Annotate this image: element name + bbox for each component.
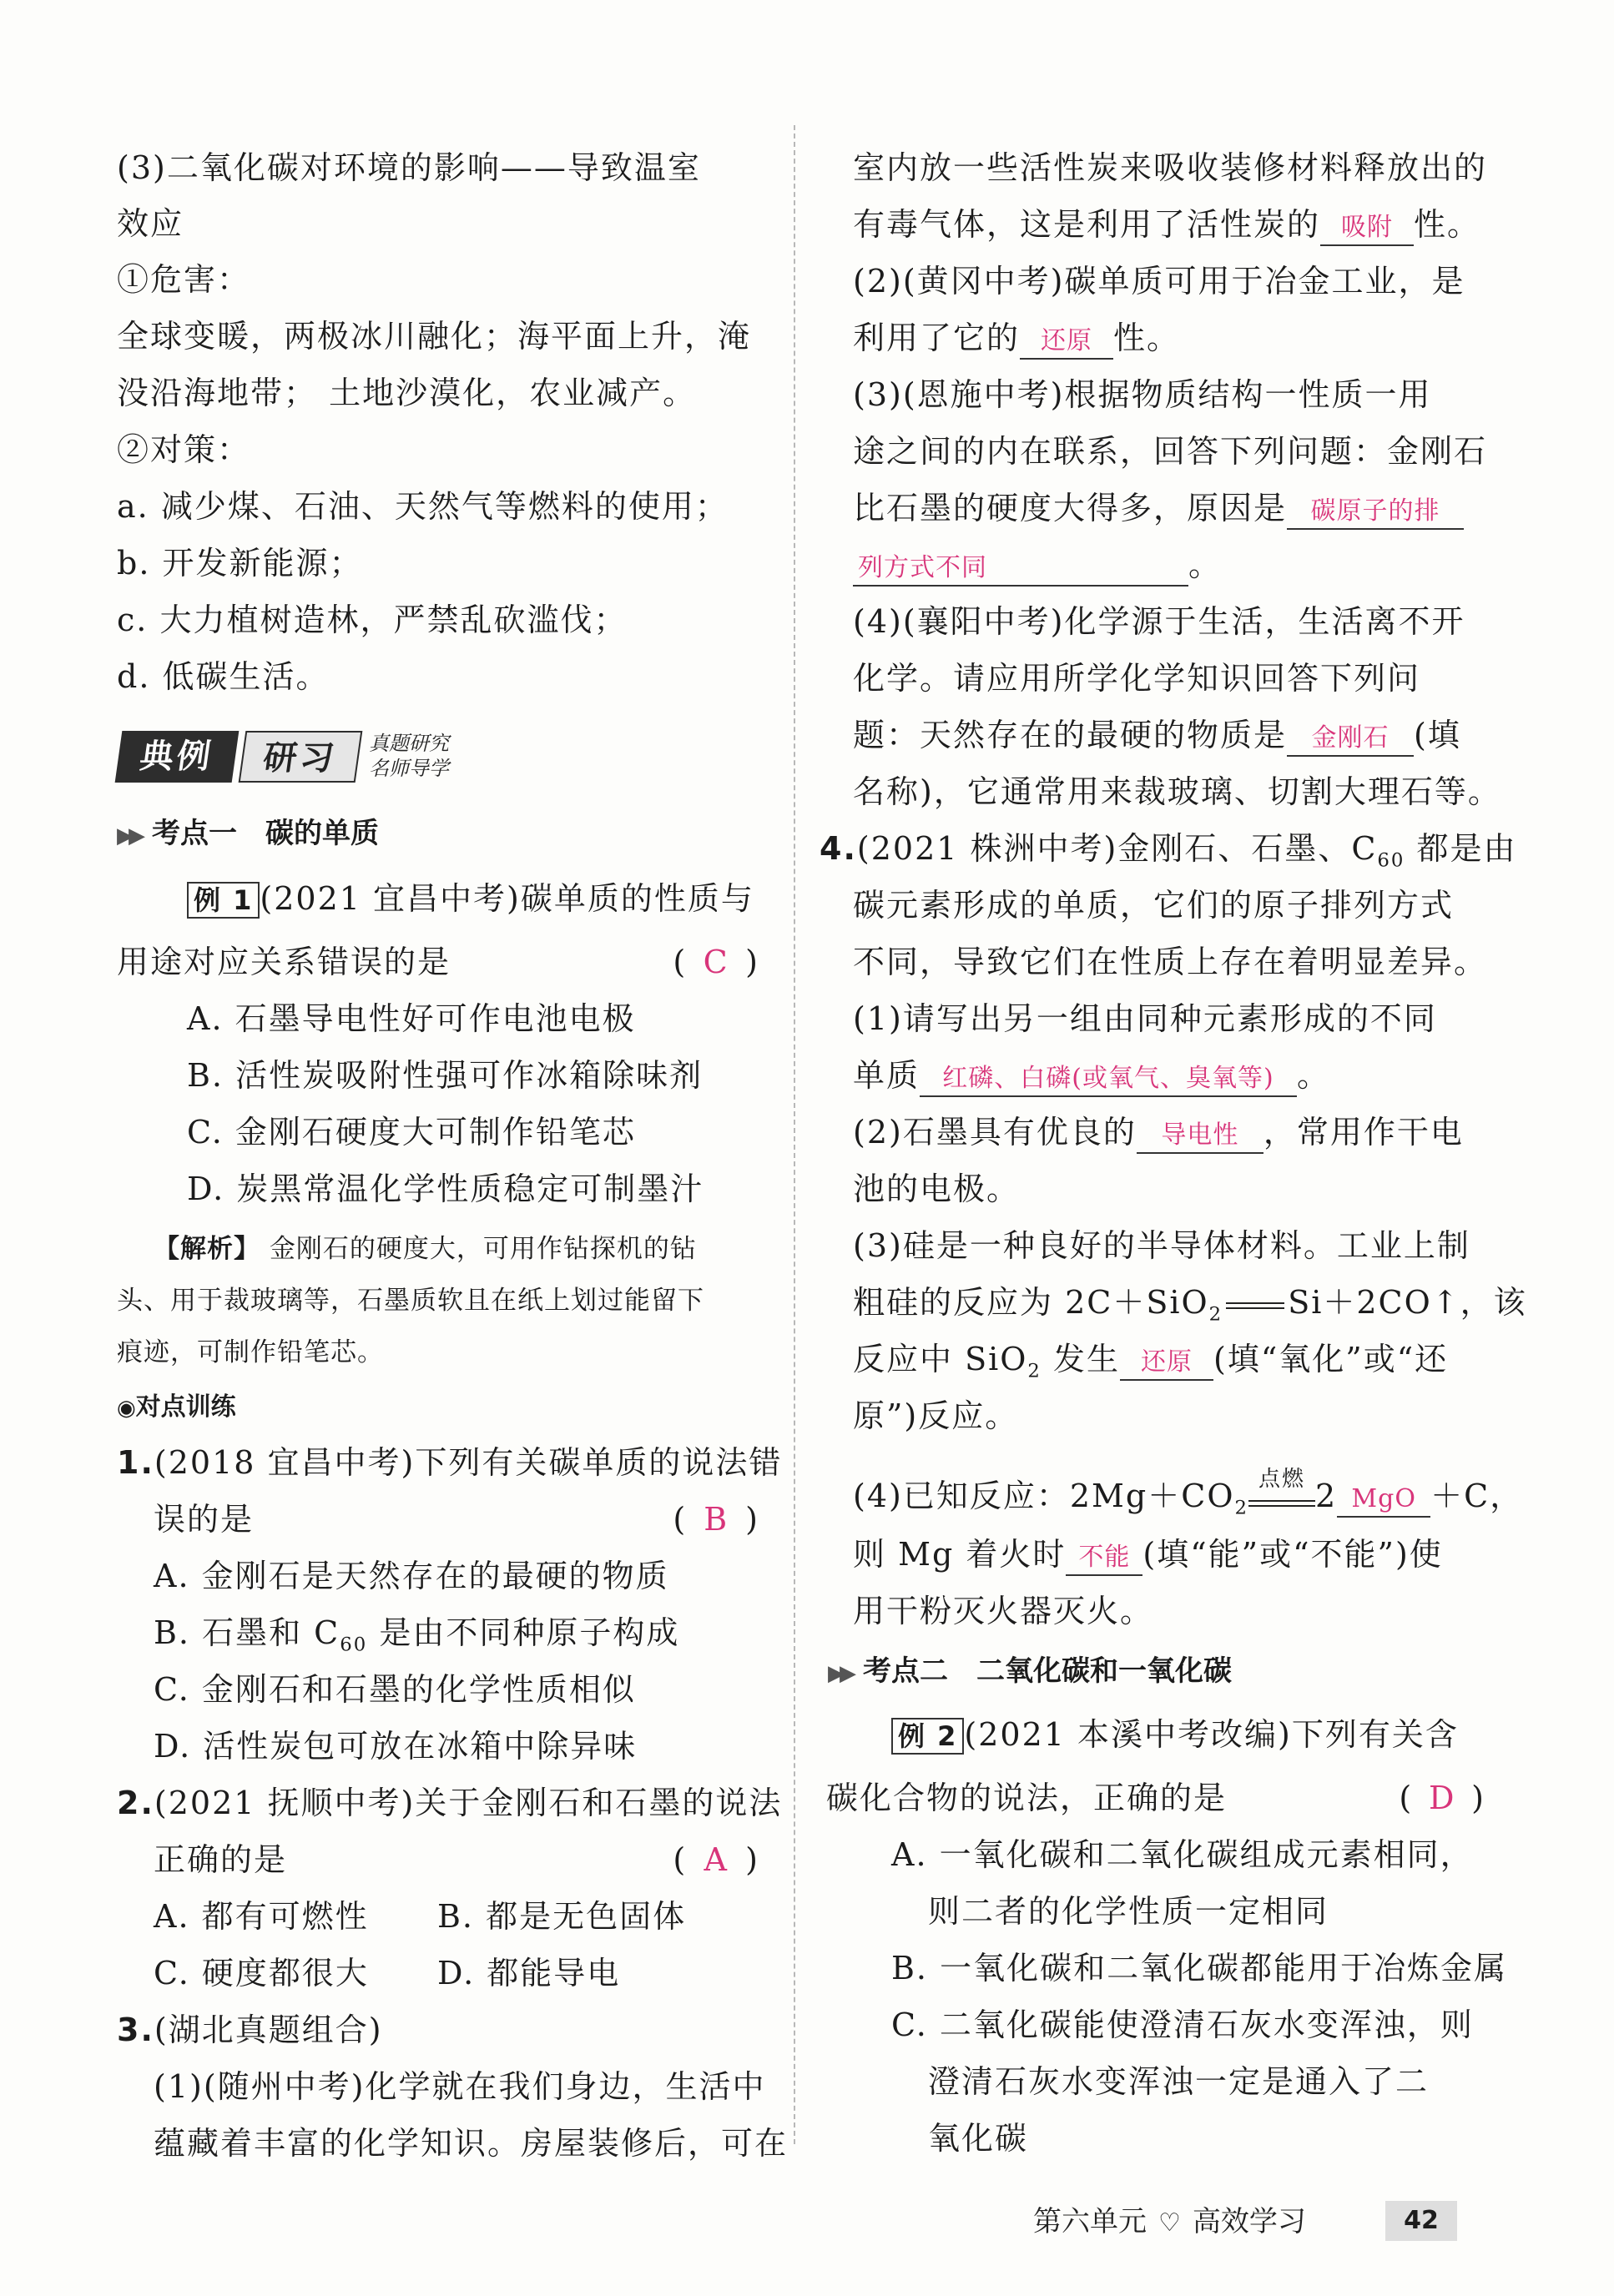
equation-text: (4)已知反应：2Mg＋CO [853,1478,1235,1514]
question-text: 正确的是 [154,1841,288,1878]
question-text: 题：天然存在的最硬的物质是 [853,717,1288,753]
question-text: 。 [1297,1057,1331,1094]
question-text: (填 [1414,717,1461,753]
question-text: 发生 [1041,1341,1121,1377]
banner-part-2: 研习 [239,731,363,783]
q3-part4-line-2: 化学。请应用所学化学知识回答下列问 [853,660,1421,697]
answer-paren: ( D ) [1399,1780,1485,1816]
q4-part4-line-1 [853,1467,1524,1528]
question-text: (2021 株洲中考)金刚石、石墨、C [856,830,1378,867]
q4-part3-line-4: 原”)反应。 [853,1397,1019,1434]
option-text: B. 石墨和 C [154,1614,340,1651]
example-1-line-2 [117,943,759,981]
option-text: 是由不同种原子构成 [367,1614,680,1651]
example-1-line-1 [187,879,754,919]
q3-part3-line-2: 途之间的内在联系，回答下列问题：金刚石 [853,433,1488,470]
footer-tagline: 高效学习 [1192,2205,1306,2238]
answer-choice: B [704,1501,729,1538]
text-line: b. 开发新能源； [117,545,363,582]
q1-option-d: D. 活性炭包可放在冰箱中除异味 [154,1728,638,1765]
q4-part1-line-2 [853,1056,1330,1097]
question-text: 。 [1188,546,1223,583]
banner-part-1: 典例 [115,731,240,783]
option-c: C. 金刚石硬度大可制作铅笔芯 [187,1114,636,1151]
q2-option-a: A. 都有可燃性 [154,1898,369,1935]
question-text: (填“能”或“不能”)使 [1142,1536,1443,1573]
question-text: 误的是 [154,1501,255,1538]
q3-part2-line-1: (2)(黄冈中考)碳单质可用于冶金工业，是 [853,263,1465,300]
q4-part3-line-3 [853,1340,1448,1391]
target-icon: ◉ [117,1396,136,1421]
heart-icon: ♡ [1158,2208,1181,2238]
question-text: (湖北真题组合) [154,2012,383,2048]
question-number: 3. [117,2012,154,2048]
training-heading [117,1388,236,1427]
answer-choice: D [1428,1780,1456,1816]
q3-part4-line-1: (4)(襄阳中考)化学源于生活，生活离不开 [853,603,1465,640]
ex2-option-a-1: A. 一氧化碳和二氧化碳组成元素相同， [891,1836,1474,1873]
section-banner [119,724,619,791]
ex2-option-c-1: C. 二氧化碳能使澄清石灰水变浑浊，则 [891,2006,1474,2043]
q3-line-1 [117,2011,383,2049]
banner-subtitle-2: 名师导学 [369,757,449,780]
text-line: d. 低碳生活。 [117,658,330,695]
text-line: a. 减少煤、石油、天然气等燃料的使用； [117,488,729,525]
unit-label: 第六单元 [1033,2205,1147,2238]
example-text: (2021 本溪中考改编)下列有关含 [964,1716,1459,1753]
q2-line-2 [154,1840,759,1879]
answer-blank: MgO [1337,1483,1430,1518]
q3-part1-line-2: 蕴藏着丰富的化学知识。房屋装修后，可在 [154,2125,789,2162]
question-text: 都是由 [1405,830,1517,867]
analysis-line-3: 痕迹，可制作铅笔芯。 [117,1337,384,1367]
q4-line-3: 不同，导致它们在性质上存在着明显差异。 [853,944,1488,980]
example-text: 碳化合物的说法，正确的是 [826,1780,1228,1816]
equation-text: 2 [1314,1478,1338,1514]
question-text: 比石墨的硬度大得多，原因是 [853,490,1288,526]
question-text: 有毒气体，这是利用了活性炭的 [853,206,1321,243]
question-number: 1. [117,1444,154,1481]
q2-option-d: D. 都能导电 [437,1955,621,1991]
option-b: B. 活性炭吸附性强可作冰箱除味剂 [187,1057,704,1094]
question-text: (2021 抚顺中考)关于金刚石和石墨的说法 [154,1785,783,1821]
q1-option-c: C. 金刚石和石墨的化学性质相似 [154,1671,636,1708]
section-heading-text: 考点二 二氧化碳和一氧化碳 [863,1654,1232,1688]
analysis-line-1 [154,1230,697,1268]
text-line: ②对策： [117,431,251,468]
double-arrow-icon: ▶▶ [828,1661,851,1686]
q4-line-1 [820,829,1517,880]
answer-blank: 红磷、白磷(或氧气、臭氧等) [920,1062,1297,1097]
equals-sign [1226,1302,1284,1309]
question-text: ，常用作干电 [1263,1114,1464,1151]
option-a: A. 石墨导电性好可作电池电极 [187,1000,636,1037]
q4-part4-line-2 [853,1535,1443,1576]
answer-blank: 列方式不同 [853,551,1188,587]
example-2-line-2 [826,1779,1485,1817]
question-text: 则 Mg 着火时 [853,1536,1067,1573]
q1-option-a: A. 金刚石是天然存在的最硬的物质 [154,1558,669,1594]
q3-cont-line-1: 室内放一些活性炭来吸收装修材料释放出的 [853,149,1488,186]
q3-part2-line-2 [853,319,1180,360]
equals-sign [1248,1500,1315,1507]
question-number: 4. [820,830,857,867]
answer-blank: 还原 [1120,1346,1213,1381]
example-2-line-1 [891,1715,1459,1755]
question-text: (2)石墨具有优良的 [853,1114,1137,1151]
question-text: 性。 [1113,320,1181,356]
q3-part1-line-1: (1)(随州中考)化学就在我们身边，生活中 [154,2068,766,2105]
answer-paren: ( A ) [673,1841,759,1878]
page-number: 42 [1385,2201,1457,2241]
answer-paren: ( C ) [673,944,759,980]
subscript: 60 [340,1634,368,1656]
q4-line-2: 碳元素形成的单质，它们的原子排列方式 [853,887,1455,924]
q2-option-b: B. 都是无色固体 [437,1898,687,1935]
training-title: 对点训练 [135,1392,236,1422]
question-text: 单质 [853,1057,920,1094]
equation-text: ＋C， [1430,1478,1524,1514]
section-heading-1 [117,814,379,855]
ex2-option-c-3: 氧化碳 [928,2120,1029,2157]
answer-blank: 不能 [1066,1541,1142,1576]
q2-option-c: C. 硬度都很大 [154,1955,369,1991]
answer-blank: 吸附 [1320,211,1414,246]
question-text: 利用了它的 [853,320,1021,356]
q1-option-b [154,1614,679,1664]
subscript: 2 [1234,1497,1248,1519]
answer-blank: 碳原子的排 [1287,495,1464,530]
example-text: 用途对应关系错误的是 [117,944,451,980]
condition-label: 点燃 [1258,1467,1305,1492]
page-footer [1033,2203,1306,2243]
q4-part1-line-1: (1)请写出另一组由同种元素形成的不同 [853,1000,1437,1037]
banner-subtitle [369,731,449,781]
section-heading-text: 考点一 碳的单质 [152,817,379,850]
example-badge: 例 1 [187,882,260,919]
analysis-label: 【解析】 [154,1234,260,1264]
answer-blank: 导电性 [1137,1119,1263,1154]
text-line: c. 大力植树造林，严禁乱砍滥伐； [117,602,628,638]
text-line: 没沿海地带； 土地沙漠化，农业减产。 [117,375,697,411]
q4-part4-line-3: 用干粉灭火器灭火。 [853,1593,1154,1629]
q3-part3-line-1: (3)(恩施中考)根据物质结构一性质一用 [853,376,1432,413]
banner-subtitle-1: 真题研究 [369,732,449,755]
text-line: (3)二氧化碳对环境的影响——导致温室 [117,149,701,186]
equation-text: Si＋2CO↑，该 [1288,1284,1527,1321]
q4-part3-line-1: (3)硅是一种良好的半导体材料。工业上制 [853,1227,1470,1264]
q3-cont-line-2 [853,205,1480,246]
question-text: 性。 [1414,206,1481,243]
ex2-option-a-2: 则二者的化学性质一定相同 [928,1893,1329,1930]
q2-line-1 [117,1784,782,1822]
answer-choice: A [704,1841,729,1878]
text-line: ①危害： [117,261,251,298]
example-text: (2021 宜昌中考)碳单质的性质与 [260,880,754,917]
answer-blank: 还原 [1020,325,1113,360]
option-d: D. 炭黑常温化学性质稳定可制墨汁 [187,1171,704,1207]
subscript: 2 [1208,1303,1223,1326]
column-divider [794,125,795,2144]
text-line: 效应 [117,205,184,242]
reaction-condition [1248,1467,1315,1507]
text-line: 全球变暖，两极冰川融化；海平面上升，淹 [117,318,752,355]
answer-paren: ( B ) [673,1501,759,1538]
question-text: 反应中 SiO [853,1341,1028,1377]
analysis-text: 金刚石的硬度大，可用作钻探机的钻 [269,1234,697,1264]
question-text: (填“氧化”或“还 [1213,1341,1449,1377]
answer-blank: 金刚石 [1287,722,1414,757]
q3-part4-line-3 [853,716,1461,757]
q4-part3-line-2 [853,1283,1527,1334]
q3-part3-line-3 [853,489,1464,530]
section-heading-2 [828,1652,1232,1693]
subscript: 60 [1377,849,1405,872]
question-number: 2. [117,1785,154,1821]
q1-line-1 [117,1443,782,1482]
q4-part2-line-2: 池的电极。 [853,1171,1021,1207]
q3-part4-line-4: 名称)，它通常用来裁玻璃、切割大理石等。 [853,773,1501,810]
question-text: (2018 宜昌中考)下列有关碳单质的说法错 [154,1444,783,1481]
analysis-line-2: 头、用于裁玻璃等，石墨质软且在纸上划过能留下 [117,1286,704,1316]
q3-part3-line-4 [853,546,1222,587]
ex2-option-c-2: 澄清石灰水变浑浊一定是通入了二 [928,2063,1430,2100]
example-badge: 例 2 [891,1718,964,1755]
ex2-option-b: B. 一氧化碳和二氧化碳都能用于冶炼金属 [891,1950,1508,1986]
equation-text: 粗硅的反应为 2C＋SiO [853,1284,1209,1321]
q4-part2-line-1 [853,1113,1464,1154]
double-arrow-icon: ▶▶ [117,823,140,848]
answer-choice: C [703,944,729,980]
q1-line-2 [154,1500,759,1538]
subscript: 2 [1027,1360,1042,1382]
